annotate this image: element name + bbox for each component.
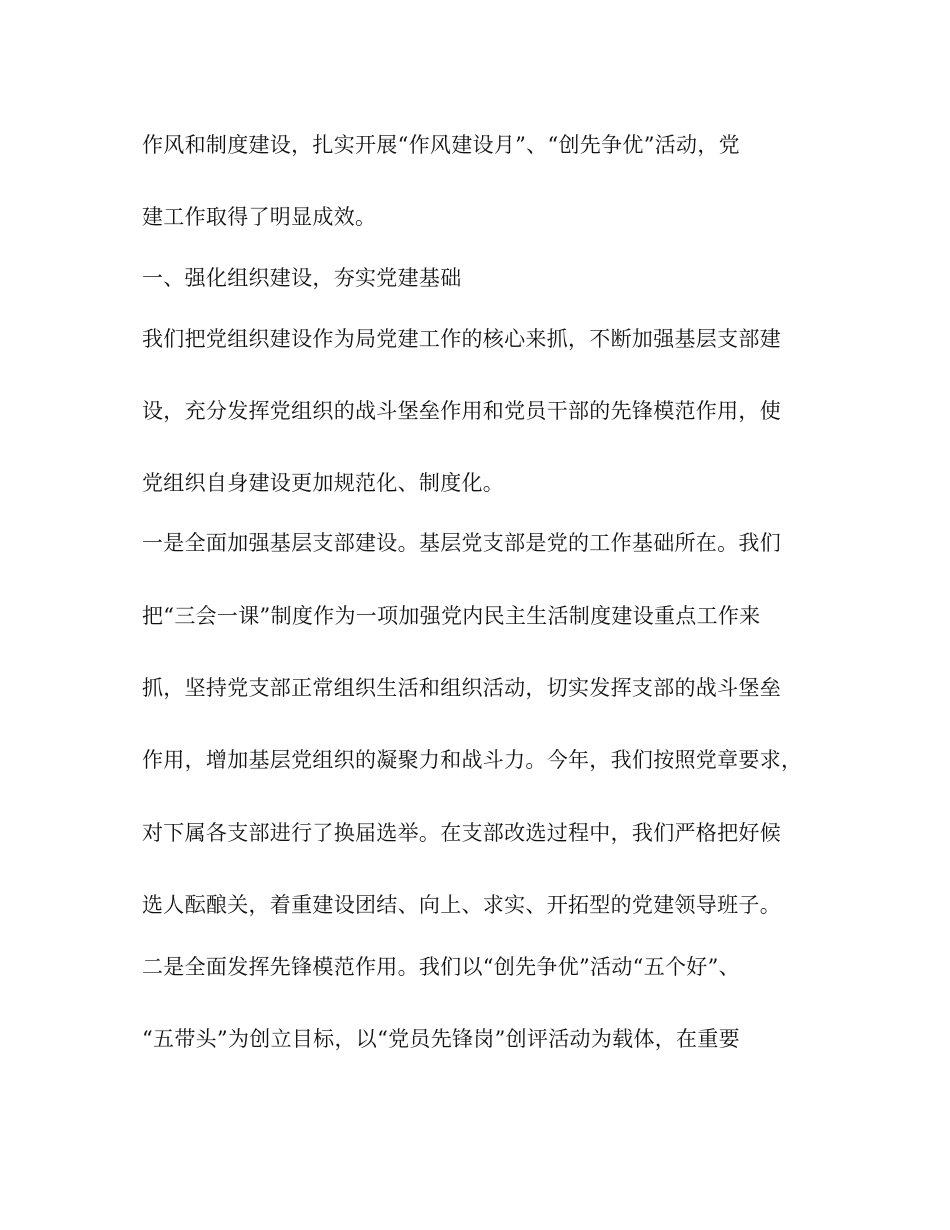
text-line-12: 选人酝酿关，着重建设团结、向上、求实、开拓型的党建领导班子。: [142, 893, 781, 917]
section-heading: 一、强化组织建设，夯实党建基础: [142, 266, 462, 290]
text-line-4: 我们把党组织建设作为局党建工作的核心来抓，不断加强基层支部建: [142, 327, 781, 351]
text-line-10: 作用，增加基层党组织的凝聚力和战斗力。今年，我们按照党章要求，: [142, 748, 803, 772]
text-line-5: 设，充分发挥党组织的战斗堡垒作用和党员干部的先锋模范作用，使: [142, 399, 781, 423]
text-line-11: 对下属各支部进行了换届选举。在支部改选过程中，我们严格把好候: [142, 821, 781, 845]
text-line-9: 抓，坚持党支部正常组织生活和组织活动，切实发挥支部的战斗堡垒: [142, 676, 781, 700]
text-line-14: “五带头”为创立目标，以“党员先锋岗”创评活动为载体，在重要: [142, 1027, 740, 1051]
text-line-13: 二是全面发挥先锋模范作用。我们以“创先争优”活动“五个好”、: [142, 955, 740, 979]
text-line-7: 一是全面加强基层支部建设。基层党支部是党的工作基础所在。我们: [142, 531, 781, 555]
text-line-2: 建工作取得了明显成效。: [142, 205, 377, 229]
text-line-6: 党组织自身建设更加规范化、制度化。: [142, 471, 505, 495]
text-line-1: 作风和制度建设，扎实开展“作风建设月”、“创先争优”活动，党: [142, 133, 740, 157]
text-line-8: 把“三会一课”制度作为一项加强党内民主生活制度建设重点工作来: [142, 604, 761, 628]
